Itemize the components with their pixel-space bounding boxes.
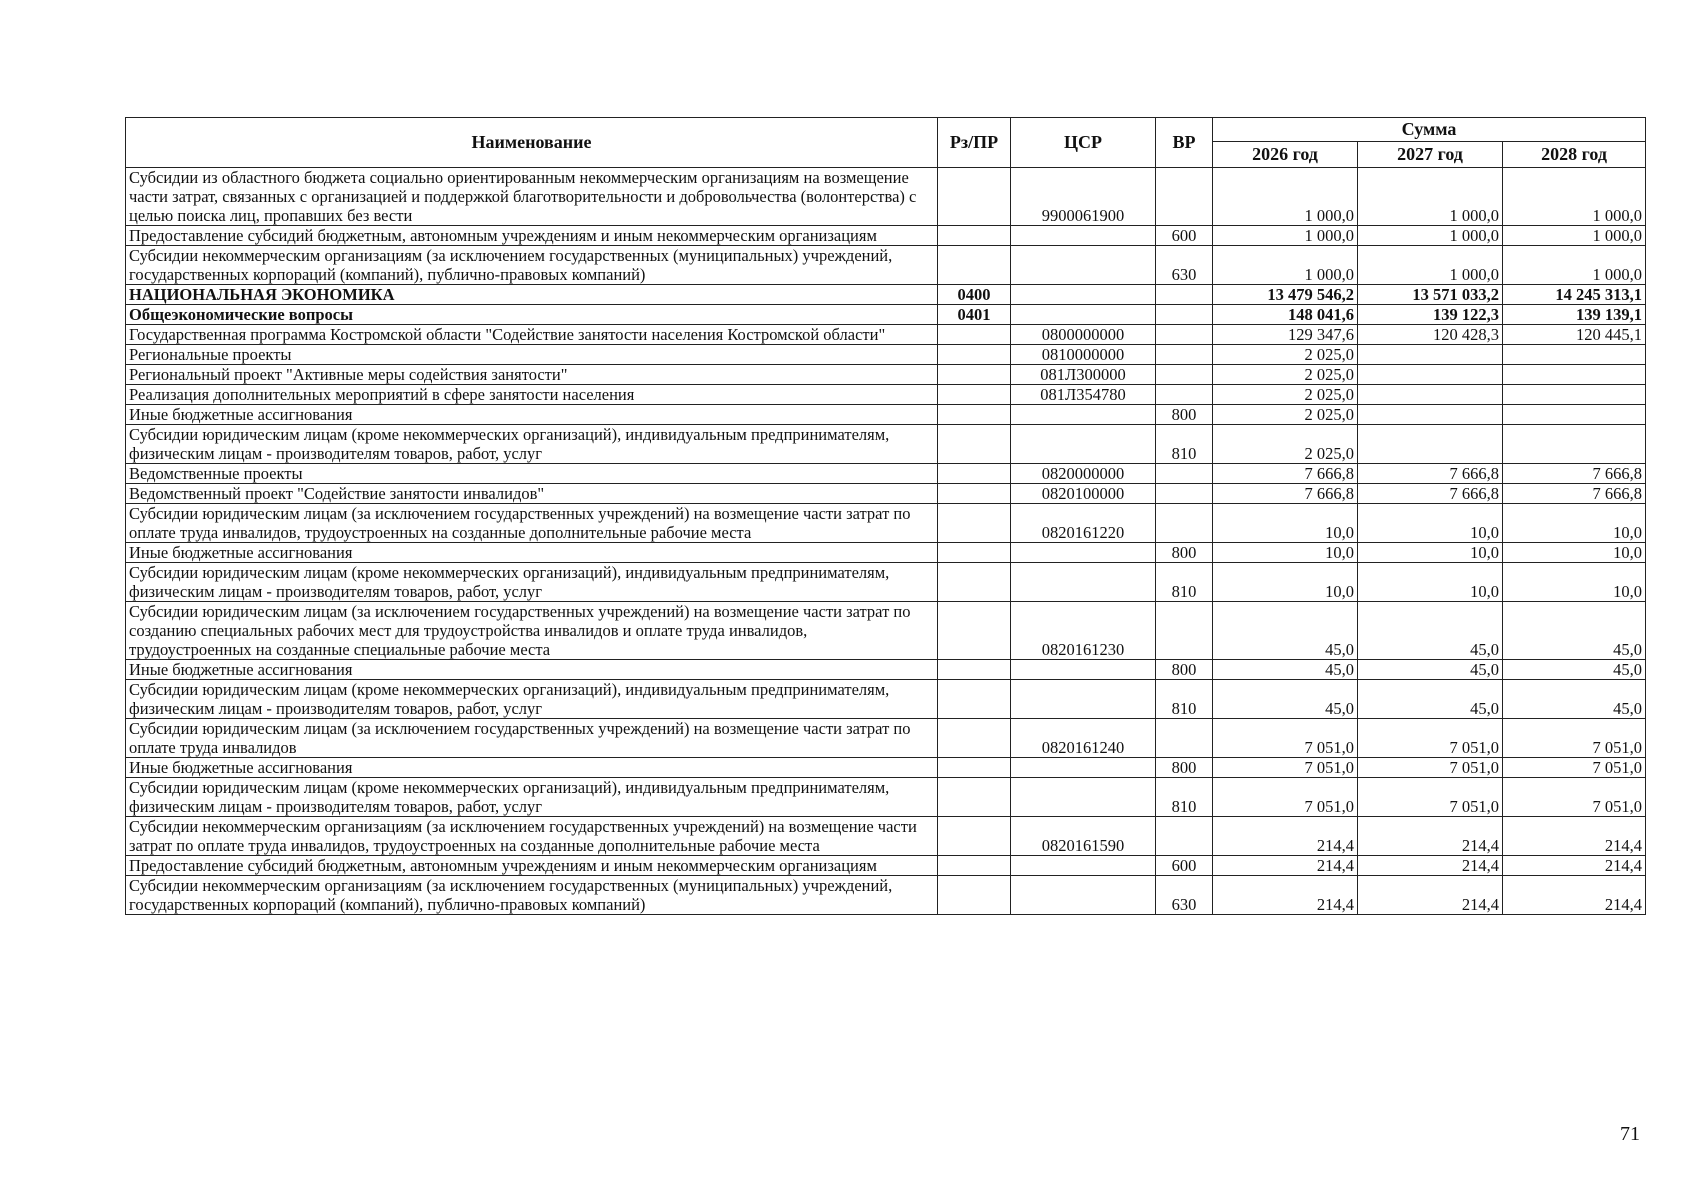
table-row xyxy=(126,425,1646,464)
row-vr: 600 xyxy=(1156,856,1213,876)
row-amount-2028: 10,0 xyxy=(1503,504,1646,543)
row-vr: 800 xyxy=(1156,405,1213,425)
row-csr xyxy=(1011,425,1156,464)
row-amount-2028: 45,0 xyxy=(1503,660,1646,680)
row-name: Предоставление субсидий бюджетным, автономным учреждениям и иным некоммерческим организациям xyxy=(126,856,938,876)
row-vr xyxy=(1156,464,1213,484)
row-amount-2028 xyxy=(1503,385,1646,405)
row-rzpr xyxy=(938,876,1011,915)
row-rzpr xyxy=(938,817,1011,856)
row-rzpr xyxy=(938,758,1011,778)
row-amount-2026: 214,4 xyxy=(1213,817,1358,856)
table-row xyxy=(126,226,1646,246)
row-amount-2026: 10,0 xyxy=(1213,563,1358,602)
page-number: 71 xyxy=(1620,1123,1640,1145)
row-amount-2026: 7 666,8 xyxy=(1213,484,1358,504)
row-vr xyxy=(1156,719,1213,758)
row-csr xyxy=(1011,758,1156,778)
row-csr xyxy=(1011,305,1156,325)
header-year-2028: 2028 год xyxy=(1503,142,1646,168)
row-name: Иные бюджетные ассигнования xyxy=(126,405,938,425)
row-amount-2027: 13 571 033,2 xyxy=(1358,285,1503,305)
row-amount-2027: 1 000,0 xyxy=(1358,246,1503,285)
row-amount-2028 xyxy=(1503,345,1646,365)
row-rzpr: 0400 xyxy=(938,285,1011,305)
table-row xyxy=(126,778,1646,817)
row-name: Иные бюджетные ассигнования xyxy=(126,660,938,680)
row-csr xyxy=(1011,543,1156,563)
row-rzpr xyxy=(938,719,1011,758)
row-name: Реализация дополнительных мероприятий в сфере занятости населения xyxy=(126,385,938,405)
row-csr: 0810000000 xyxy=(1011,345,1156,365)
header-name: Наименование xyxy=(126,118,938,168)
table-body xyxy=(126,168,1646,915)
row-amount-2026: 214,4 xyxy=(1213,856,1358,876)
row-csr: 081Л354780 xyxy=(1011,385,1156,405)
row-csr xyxy=(1011,856,1156,876)
row-vr xyxy=(1156,285,1213,305)
row-amount-2027: 120 428,3 xyxy=(1358,325,1503,345)
row-amount-2028: 10,0 xyxy=(1503,543,1646,563)
row-amount-2027: 214,4 xyxy=(1358,876,1503,915)
row-vr xyxy=(1156,484,1213,504)
row-name: Иные бюджетные ассигнования xyxy=(126,543,938,563)
row-csr xyxy=(1011,876,1156,915)
row-name: Государственная программа Костромской области "Содействие занятости населения Костромской области" xyxy=(126,325,938,345)
row-amount-2026: 45,0 xyxy=(1213,660,1358,680)
row-csr xyxy=(1011,778,1156,817)
row-amount-2028: 14 245 313,1 xyxy=(1503,285,1646,305)
row-amount-2026: 129 347,6 xyxy=(1213,325,1358,345)
row-csr xyxy=(1011,680,1156,719)
row-name: Ведомственный проект "Содействие занятости инвалидов" xyxy=(126,484,938,504)
row-rzpr xyxy=(938,464,1011,484)
row-name: Субсидии из областного бюджета социально ориентированным некоммерческим организациям на возмещение части затрат, связанных с организацией и поддержкой благотворительности и добровольчества (волонтерства) с целью поиска лиц, пропавших без вести xyxy=(126,168,938,226)
row-amount-2027 xyxy=(1358,345,1503,365)
table-row xyxy=(126,602,1646,660)
header-sum: Сумма xyxy=(1213,118,1646,142)
row-rzpr xyxy=(938,168,1011,226)
row-amount-2026: 148 041,6 xyxy=(1213,305,1358,325)
row-vr xyxy=(1156,365,1213,385)
row-amount-2026: 10,0 xyxy=(1213,543,1358,563)
row-amount-2027: 10,0 xyxy=(1358,504,1503,543)
table-row xyxy=(126,345,1646,365)
row-csr: 9900061900 xyxy=(1011,168,1156,226)
row-amount-2026: 2 025,0 xyxy=(1213,425,1358,464)
row-vr xyxy=(1156,325,1213,345)
row-amount-2027: 7 051,0 xyxy=(1358,778,1503,817)
row-amount-2027: 45,0 xyxy=(1358,660,1503,680)
row-vr: 630 xyxy=(1156,246,1213,285)
row-amount-2028: 139 139,1 xyxy=(1503,305,1646,325)
table-row xyxy=(126,285,1646,305)
row-vr xyxy=(1156,602,1213,660)
row-rzpr xyxy=(938,385,1011,405)
row-amount-2027: 10,0 xyxy=(1358,563,1503,602)
table-row xyxy=(126,484,1646,504)
row-name: Региональные проекты xyxy=(126,345,938,365)
row-amount-2027 xyxy=(1358,405,1503,425)
row-amount-2026: 2 025,0 xyxy=(1213,345,1358,365)
row-vr: 800 xyxy=(1156,543,1213,563)
row-amount-2027: 1 000,0 xyxy=(1358,168,1503,226)
row-rzpr xyxy=(938,425,1011,464)
table-row xyxy=(126,660,1646,680)
header-year-2027: 2027 год xyxy=(1358,142,1503,168)
budget-table xyxy=(125,117,1646,915)
row-rzpr xyxy=(938,484,1011,504)
table-row xyxy=(126,385,1646,405)
row-rzpr xyxy=(938,345,1011,365)
row-amount-2027 xyxy=(1358,385,1503,405)
row-name: Субсидии юридическим лицам (за исключением государственных учреждений) на возмещение части затрат по созданию специальных рабочих мест для трудоустройства инвалидов и оплате труда инвалидов, трудоустроенных на созданные специальные рабочие места xyxy=(126,602,938,660)
row-amount-2026: 45,0 xyxy=(1213,602,1358,660)
row-rzpr xyxy=(938,405,1011,425)
header-csr: ЦСР xyxy=(1011,118,1156,168)
row-amount-2028: 214,4 xyxy=(1503,817,1646,856)
table-row xyxy=(126,719,1646,758)
table-row xyxy=(126,563,1646,602)
row-amount-2027: 45,0 xyxy=(1358,602,1503,660)
row-rzpr xyxy=(938,365,1011,385)
header-rzpr: Рз/ПР xyxy=(938,118,1011,168)
row-amount-2027: 7 666,8 xyxy=(1358,484,1503,504)
row-rzpr xyxy=(938,680,1011,719)
row-csr: 0800000000 xyxy=(1011,325,1156,345)
row-csr: 0820161230 xyxy=(1011,602,1156,660)
row-csr: 0820161240 xyxy=(1011,719,1156,758)
row-rzpr xyxy=(938,504,1011,543)
table-row xyxy=(126,305,1646,325)
table-row xyxy=(126,543,1646,563)
row-name: Ведомственные проекты xyxy=(126,464,938,484)
row-name: Субсидии некоммерческим организациям (за исключением государственных (муниципальных) учреждений, государственных корпораций (компаний), публично-правовых компаний) xyxy=(126,876,938,915)
row-amount-2028: 214,4 xyxy=(1503,876,1646,915)
row-amount-2026: 2 025,0 xyxy=(1213,365,1358,385)
row-csr: 0820161220 xyxy=(1011,504,1156,543)
row-name: Субсидии юридическим лицам (кроме некоммерческих организаций), индивидуальным предпринимателям, физическим лицам - производителям товаров, работ, услуг xyxy=(126,425,938,464)
row-amount-2027: 7 051,0 xyxy=(1358,758,1503,778)
row-name: Предоставление субсидий бюджетным, автономным учреждениям и иным некоммерческим организациям xyxy=(126,226,938,246)
row-vr: 810 xyxy=(1156,680,1213,719)
row-csr xyxy=(1011,563,1156,602)
row-vr xyxy=(1156,305,1213,325)
row-amount-2028: 1 000,0 xyxy=(1503,226,1646,246)
row-amount-2028: 7 051,0 xyxy=(1503,719,1646,758)
table-row xyxy=(126,246,1646,285)
row-csr xyxy=(1011,246,1156,285)
row-amount-2028: 10,0 xyxy=(1503,563,1646,602)
row-amount-2027: 1 000,0 xyxy=(1358,226,1503,246)
row-amount-2026: 45,0 xyxy=(1213,680,1358,719)
row-amount-2028: 214,4 xyxy=(1503,856,1646,876)
row-name: Общеэкономические вопросы xyxy=(126,305,938,325)
row-amount-2028: 120 445,1 xyxy=(1503,325,1646,345)
row-rzpr xyxy=(938,226,1011,246)
row-amount-2028: 45,0 xyxy=(1503,680,1646,719)
row-amount-2026: 7 051,0 xyxy=(1213,758,1358,778)
row-csr xyxy=(1011,285,1156,305)
row-vr: 810 xyxy=(1156,563,1213,602)
row-name: Субсидии некоммерческим организациям (за исключением государственных учреждений) на возмещение части затрат по оплате труда инвалидов, трудоустроенных на созданные дополнительные рабочие места xyxy=(126,817,938,856)
row-amount-2026: 7 666,8 xyxy=(1213,464,1358,484)
row-amount-2026: 2 025,0 xyxy=(1213,405,1358,425)
table-row xyxy=(126,504,1646,543)
row-amount-2027: 214,4 xyxy=(1358,817,1503,856)
row-name: Субсидии юридическим лицам (кроме некоммерческих организаций), индивидуальным предпринимателям, физическим лицам - производителям товаров, работ, услуг xyxy=(126,563,938,602)
row-rzpr xyxy=(938,660,1011,680)
row-amount-2027 xyxy=(1358,365,1503,385)
row-amount-2028: 7 051,0 xyxy=(1503,758,1646,778)
row-csr: 081Л300000 xyxy=(1011,365,1156,385)
row-rzpr xyxy=(938,246,1011,285)
row-vr: 810 xyxy=(1156,778,1213,817)
table-row xyxy=(126,168,1646,226)
row-csr: 0820161590 xyxy=(1011,817,1156,856)
row-csr xyxy=(1011,660,1156,680)
row-amount-2027: 214,4 xyxy=(1358,856,1503,876)
header-year-2026: 2026 год xyxy=(1213,142,1358,168)
row-vr: 800 xyxy=(1156,660,1213,680)
row-amount-2027 xyxy=(1358,425,1503,464)
table-row xyxy=(126,365,1646,385)
header-vr: ВР xyxy=(1156,118,1213,168)
row-amount-2028 xyxy=(1503,425,1646,464)
row-csr: 0820100000 xyxy=(1011,484,1156,504)
table-row xyxy=(126,758,1646,778)
row-amount-2026: 1 000,0 xyxy=(1213,246,1358,285)
row-amount-2027: 10,0 xyxy=(1358,543,1503,563)
table-row xyxy=(126,405,1646,425)
row-amount-2026: 1 000,0 xyxy=(1213,226,1358,246)
row-amount-2026: 214,4 xyxy=(1213,876,1358,915)
row-name: Субсидии некоммерческим организациям (за исключением государственных (муниципальных) учреждений, государственных корпораций (компаний), публично-правовых компаний) xyxy=(126,246,938,285)
row-vr: 800 xyxy=(1156,758,1213,778)
row-amount-2027: 7 051,0 xyxy=(1358,719,1503,758)
row-rzpr xyxy=(938,778,1011,817)
row-amount-2028: 1 000,0 xyxy=(1503,168,1646,226)
row-rzpr: 0401 xyxy=(938,305,1011,325)
row-rzpr xyxy=(938,325,1011,345)
row-name: Субсидии юридическим лицам (кроме некоммерческих организаций), индивидуальным предпринимателям, физическим лицам - производителям товаров, работ, услуг xyxy=(126,778,938,817)
row-name: Субсидии юридическим лицам (за исключением государственных учреждений) на возмещение части затрат по оплате труда инвалидов xyxy=(126,719,938,758)
table-row xyxy=(126,680,1646,719)
row-amount-2028: 1 000,0 xyxy=(1503,246,1646,285)
row-name: Субсидии юридическим лицам (кроме некоммерческих организаций), индивидуальным предпринимателям, физическим лицам - производителям товаров, работ, услуг xyxy=(126,680,938,719)
row-name: Иные бюджетные ассигнования xyxy=(126,758,938,778)
row-amount-2026: 7 051,0 xyxy=(1213,719,1358,758)
header-row-top xyxy=(126,118,1646,142)
row-vr xyxy=(1156,168,1213,226)
row-amount-2027: 139 122,3 xyxy=(1358,305,1503,325)
row-vr xyxy=(1156,504,1213,543)
table-row xyxy=(126,856,1646,876)
table-row xyxy=(126,325,1646,345)
table-row xyxy=(126,817,1646,856)
row-vr xyxy=(1156,817,1213,856)
row-vr xyxy=(1156,345,1213,365)
row-vr: 810 xyxy=(1156,425,1213,464)
row-amount-2026: 13 479 546,2 xyxy=(1213,285,1358,305)
row-vr xyxy=(1156,385,1213,405)
row-amount-2028: 7 666,8 xyxy=(1503,484,1646,504)
row-vr: 630 xyxy=(1156,876,1213,915)
row-csr xyxy=(1011,405,1156,425)
row-amount-2028 xyxy=(1503,405,1646,425)
row-amount-2028 xyxy=(1503,365,1646,385)
row-amount-2026: 1 000,0 xyxy=(1213,168,1358,226)
table-row xyxy=(126,464,1646,484)
row-amount-2027: 45,0 xyxy=(1358,680,1503,719)
row-rzpr xyxy=(938,602,1011,660)
table-row xyxy=(126,876,1646,915)
row-name: Региональный проект "Активные меры содействия занятости" xyxy=(126,365,938,385)
row-amount-2026: 10,0 xyxy=(1213,504,1358,543)
row-amount-2028: 7 666,8 xyxy=(1503,464,1646,484)
row-csr xyxy=(1011,226,1156,246)
row-name: НАЦИОНАЛЬНАЯ ЭКОНОМИКА xyxy=(126,285,938,305)
row-amount-2027: 7 666,8 xyxy=(1358,464,1503,484)
row-vr: 600 xyxy=(1156,226,1213,246)
row-amount-2028: 45,0 xyxy=(1503,602,1646,660)
row-csr: 0820000000 xyxy=(1011,464,1156,484)
row-rzpr xyxy=(938,563,1011,602)
row-rzpr xyxy=(938,543,1011,563)
row-amount-2026: 2 025,0 xyxy=(1213,385,1358,405)
row-name: Субсидии юридическим лицам (за исключением государственных учреждений) на возмещение части затрат по оплате труда инвалидов, трудоустроенных на созданные дополнительные рабочие места xyxy=(126,504,938,543)
row-rzpr xyxy=(938,856,1011,876)
row-amount-2026: 7 051,0 xyxy=(1213,778,1358,817)
row-amount-2028: 7 051,0 xyxy=(1503,778,1646,817)
